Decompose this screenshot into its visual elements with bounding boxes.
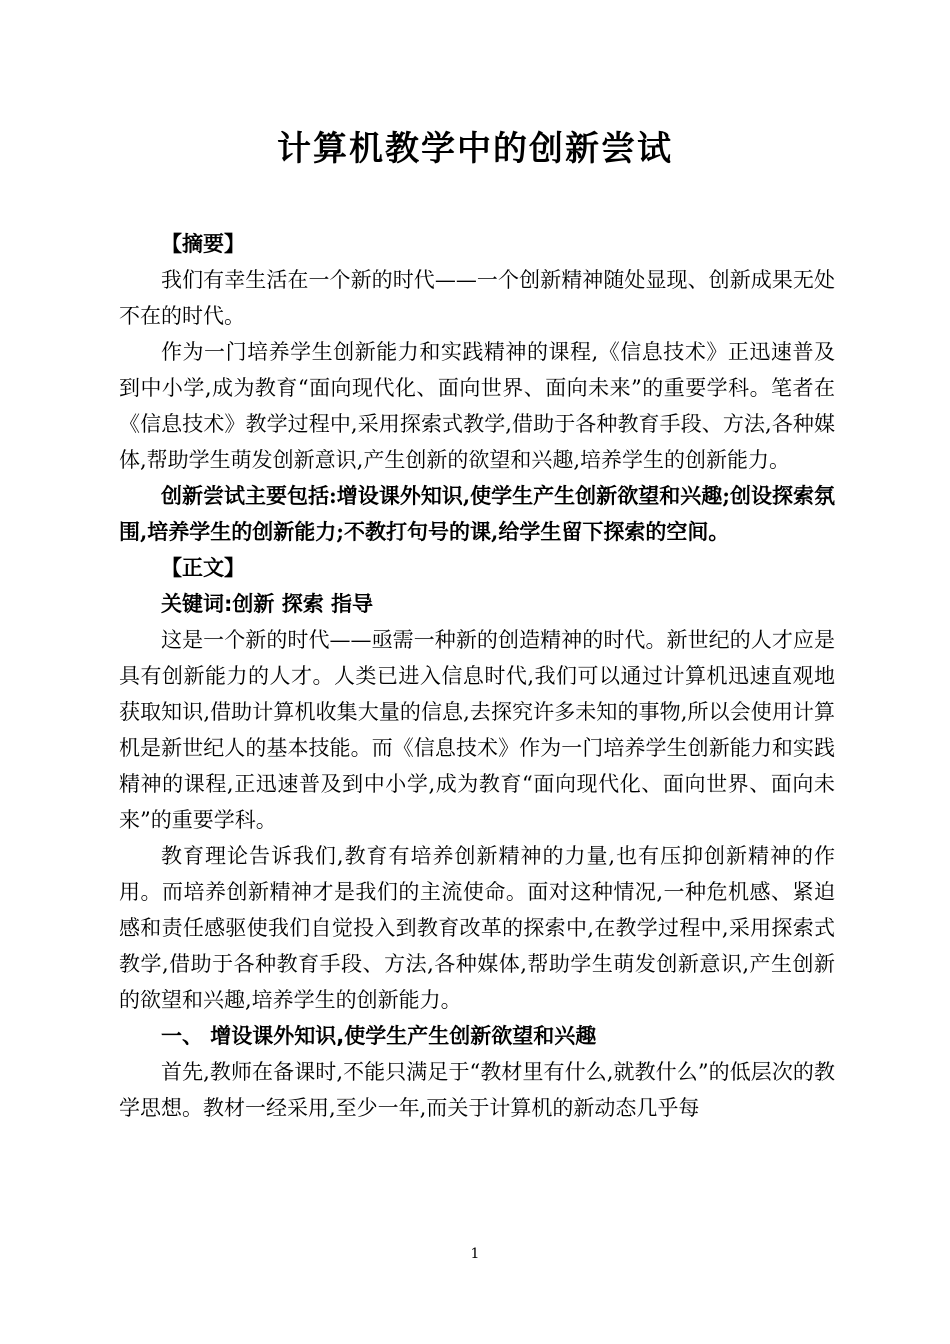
document-body <box>119 226 835 1126</box>
document-title: 计算机教学中的创新尝试 <box>277 129 673 169</box>
section-1-paragraph-1: 首先,教师在备课时,不能只满足于“教材里有什么,就教什么”的低层次的教学思想。教材一经采用,至少一年,而关于计算机的新动态几乎每 <box>119 1060 835 1120</box>
abstract-heading: 【摘要】 <box>161 232 245 256</box>
body-paragraph-2: 教育理论告诉我们,教育有培养创新精神的力量,也有压抑创新精神的作用。而培养创新精神才是我们的主流使命。面对这种情况,一种危机感、紧迫感和责任感驱使我们自觉投入到教育改革的探索中,在教学过程中,采用探索式教学,借助于各种教育手段、方法,各种媒体,帮助学生萌发创新意识,产生创新的欲望和兴趣,培养学生的创新能力。 <box>119 844 835 1012</box>
section-1-heading: 一、 增设课外知识,使学生产生创新欲望和兴趣 <box>161 1024 597 1048</box>
body-paragraph-1: 这是一个新的时代——亟需一种新的创造精神的时代。新世纪的人才应是具有创新能力的人才。人类已进入信息时代,我们可以通过计算机迅速直观地获取知识,借助计算机收集大量的信息,去探究许多未知的事物,所以会使用计算机是新世纪人的基本技能。而《信息技术》作为一门培养学生创新能力和实践精神的课程,正迅速普及到中小学,成为教育“面向现代化、面向世界、面向未来”的重要学科。 <box>119 628 835 832</box>
page-number: 1 <box>470 1246 480 1262</box>
abstract-paragraph-1: 我们有幸生活在一个新的时代——一个创新精神随处显现、创新成果无处不在的时代。 <box>119 268 835 328</box>
abstract-summary: 创新尝试主要包括:增设课外知识,使学生产生创新欲望和兴趣;创设探索氛围,培养学生的创新能力;不教打句号的课,给学生留下探索的空间。 <box>119 483 835 544</box>
keywords: 关键词:创新 探索 指导 <box>161 592 374 616</box>
abstract-paragraph-2: 作为一门培养学生创新能力和实践精神的课程,《信息技术》正迅速普及到中小学,成为教育“面向现代化、面向世界、面向未来”的重要学科。笔者在《信息技术》教学过程中,采用探索式教学,借助于各种教育手段、方法,各种媒体,帮助学生萌发创新意识,产生创新的欲望和兴趣,培养学生的创新能力。 <box>119 340 835 472</box>
body-heading: 【正文】 <box>161 556 245 580</box>
